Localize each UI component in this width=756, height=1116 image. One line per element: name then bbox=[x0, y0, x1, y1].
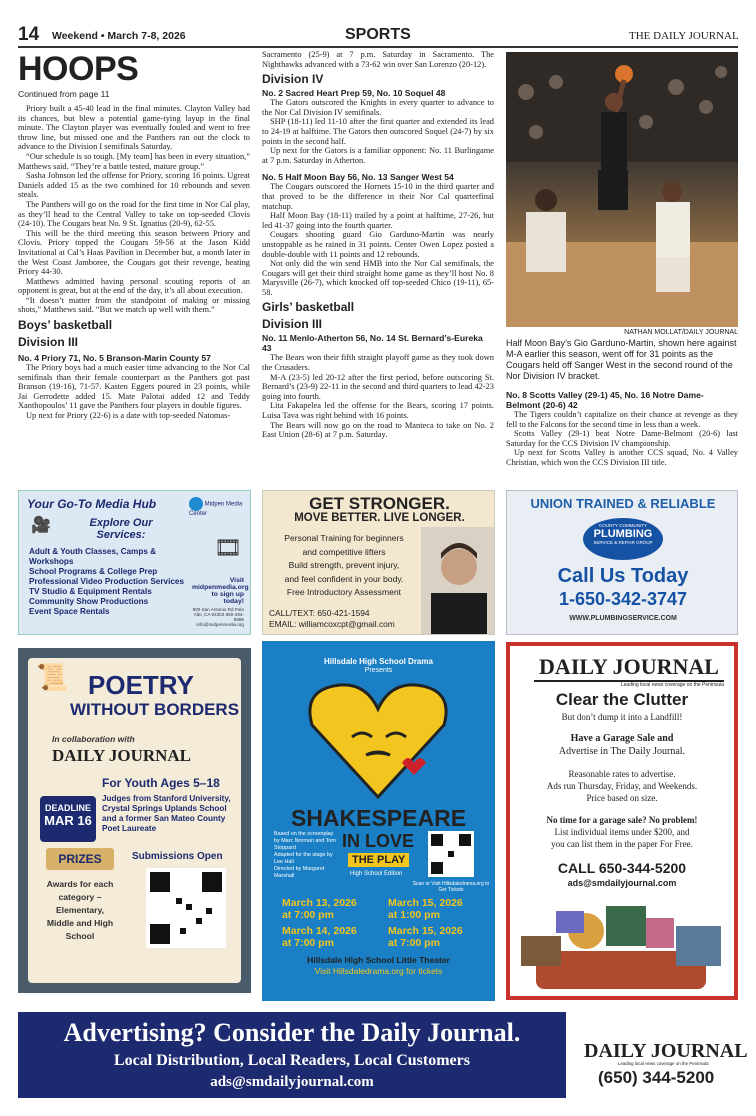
ad-call: Call Us Today bbox=[557, 565, 689, 587]
date-4: March 15, 2026 at 7:00 pm bbox=[388, 925, 463, 949]
banner-email: ads@smdailyjournal.com bbox=[210, 1074, 374, 1090]
article-body-2c: The Cougars outscored the Hornets 15-10 in the third quarter and that proved to be the difference in their Nor Cal quarterfinal matchup. Half Moon Bay (18-11) trailed by a point at halftime, 27-26, but led 41-37 going into the fourth quarter. Cougars shooting guard Gio Garduno-Martin was nearly unstoppable as he rained in 31 points. Center Owen Lopez posted a double-double with 11 points and 12 rebounds. Not only did the win send HMB into the Nor Cal semifinals, the Cougars will get their third straight home game as they’ll host No. 8 Marysville (26-7), which knocked off top-seeded Chico (19-11), 65-58. bbox=[262, 182, 494, 297]
ad-address: 900 San Antonio Rd Palo Alto, CA 94303 650-494-8686 info@midpenmedia.org bbox=[192, 607, 244, 627]
basketball-photo bbox=[506, 52, 738, 327]
ad-headline: GET STRONGER. bbox=[309, 494, 450, 513]
show-title: SHAKESPEARE bbox=[290, 805, 467, 831]
film-icon: 🎞 bbox=[214, 535, 242, 560]
game-head: No. 4 Priory 71, No. 5 Branson-Marin County 57 bbox=[18, 353, 211, 364]
game-head: No. 8 Scotts Valley (29-1) 45, No. 16 Notre Dame-Belmont (20-6) 42 bbox=[506, 390, 704, 410]
qr-code bbox=[146, 868, 226, 948]
plumbing-logo: COUNTY COMMUNITY PLUMBING SERVICE & REPAIR GROUP bbox=[583, 518, 663, 560]
ages: For Youth Ages 5–18 bbox=[102, 776, 220, 790]
scan-text: Scan or Visit Hillsdaledrama.org to Get Tickets bbox=[412, 881, 490, 893]
subhead-boys: Boys’ basketball bbox=[18, 318, 113, 333]
subhead-div3-girls: Division III bbox=[262, 317, 323, 332]
date-1: March 13, 2026 at 7:00 pm bbox=[282, 897, 357, 921]
clutter-body-1: Have a Garage Sale and Advertise in The Daily Journal. bbox=[558, 733, 686, 757]
camera-icon: 🎥 bbox=[31, 517, 51, 534]
clutter-phone: CALL 650-344-5200 bbox=[557, 860, 687, 876]
banner-tagline: Leading local news coverage on the Peninsula bbox=[618, 1061, 709, 1066]
article-body-2b: The Gators outscored the Knights in every quarter to advance to the Nor Cal Division IV semifinals. SHP (18-11) led 11-10 after the first quarter and extended its lead to 24-19 at halftime. The Gators then outscored Soquel (24-7) by six points in the second half. Up next for the Gators is a familiar opponent: No. 11 Burlingame at 7 p.m. Saturday in Atherton. bbox=[262, 98, 494, 165]
banner-masthead: DAILY JOURNAL bbox=[584, 1040, 748, 1062]
photo-caption: Half Moon Bay’s Gio Garduno-Martin, shown here against M-A earlier this season, went off for 31 points as the Cougars held off Sanger West in the second round of the Nor Division IV bracket. bbox=[506, 338, 737, 381]
continued-from: Continued from page 11 bbox=[18, 89, 110, 99]
ad-garage-sale[interactable] bbox=[506, 642, 738, 1000]
article-col-2 bbox=[262, 50, 494, 440]
clutter-headline: Clear the Clutter bbox=[555, 690, 689, 709]
ad-sub: Explore Our Services: bbox=[89, 517, 153, 541]
clutter-email[interactable]: ads@smdailyjournal.com bbox=[567, 878, 677, 888]
clutter-body-3: No time for a garage sale? No problem! List individual items under $200, and you can list them in the paper For Free. bbox=[546, 815, 698, 849]
photo-credit: NATHAN MOLLAT/DAILY JOURNAL bbox=[624, 329, 738, 336]
subhead-div3: Division III bbox=[18, 335, 79, 350]
ad-poetry[interactable] bbox=[18, 648, 251, 993]
article-col-3 bbox=[506, 386, 738, 468]
midpen-logo: Midpen Media Center bbox=[189, 497, 245, 517]
game-head: No. 2 Sacred Heart Prep 59, No. 10 Soquel 48 bbox=[262, 88, 446, 99]
heart-face-illustration bbox=[302, 679, 454, 799]
headline: HOOPS bbox=[18, 50, 139, 88]
visit-link[interactable]: Visit Hillsdaledrama.org for tickets bbox=[314, 966, 443, 976]
banner-ad[interactable] bbox=[18, 1012, 566, 1098]
issue-date: Weekend • March 7-8, 2026 bbox=[52, 30, 186, 42]
subhead-girls: Girls’ basketball bbox=[262, 300, 355, 315]
ad-plumbing[interactable] bbox=[506, 490, 738, 635]
article-body-1b: The Priory boys had a much easier time advancing to the Nor Cal semifinals than their female counterpart as the Panthers got past Branson (19-16), 71-57. Kasten Eggers poured in 23 points, while Jai Gerrodette added 15. Mate Palotai added 12 and Teddy Xanthopoulos’ 11 gave the Panthers four players in double figures. Up next for Priory (22-6) is a date with top-seeded Natomas- bbox=[18, 363, 250, 421]
ad-phone: 1-650-342-3747 bbox=[558, 589, 688, 609]
ad-visit: Visit midpenmedia.org to sign up today! bbox=[192, 577, 249, 605]
submissions: Submissions Open bbox=[132, 851, 223, 862]
paper-name: THE DAILY JOURNAL bbox=[629, 30, 739, 42]
page-number: 14 bbox=[18, 24, 40, 45]
presenter: Hillsdale High School Drama bbox=[324, 657, 433, 666]
clutter-body-2: Reasonable rates to advertise. Ads run Thursday, Friday, and Weekends. Price based on size. bbox=[546, 769, 698, 803]
deadline-badge: DEADLINE MAR 16 bbox=[40, 796, 96, 842]
banner-headline: Advertising? Consider the Daily Journal. bbox=[63, 1018, 521, 1047]
article-body-2a: Sacramento (25-9) at 7 p.m. Saturday in Sacramento. The Nighthawks advanced with a 73-62 win over San Lorenzo (20-12). bbox=[262, 50, 494, 69]
ad-shakespeare[interactable] bbox=[262, 641, 495, 1001]
article-body-2d: The Bears won their fifth straight playoff game as they took down the Crusaders. M-A (23-5) led 20-12 after the first period, before outscoring St. Bernard’s (23-9) 22-11 in the second and third quarters to lead 42-23 going into fourth. Lita Fakapelea led the offense for the Bears, scoring 17 points. Luisa Tava was right behind with 16 points. The Bears will now go on the road to Manteca to take on No. 2 East Union (28-6) at 7 p.m. Saturday. bbox=[262, 353, 494, 440]
masthead-tag: Leading local news coverage on the Peninsula bbox=[620, 682, 724, 688]
game-head: No. 11 Menlo-Atherton 56, No. 14 St. Bernard’s-Eureka 43 bbox=[262, 333, 483, 354]
date-3: March 14, 2026 at 7:00 pm bbox=[282, 925, 357, 949]
banner-phone: (650) 344-5200 bbox=[598, 1068, 715, 1087]
poetry-title: POETRY bbox=[88, 670, 194, 700]
ad-contact: CALL/TEXT: 650-421-1594 EMAIL: williamcoxcpt@gmail.com bbox=[269, 608, 395, 629]
scroll-icon: 📜 bbox=[36, 662, 69, 692]
date-2: March 15, 2026 at 1:00 pm bbox=[388, 897, 463, 921]
clutter-pile-illustration bbox=[516, 896, 728, 994]
poetry-subtitle: WITHOUT BORDERS bbox=[70, 700, 240, 719]
photo-illustration bbox=[506, 52, 738, 327]
trainer-photo bbox=[421, 527, 495, 635]
game-head: No. 5 Half Moon Bay 56, No. 13 Sanger West 54 bbox=[262, 172, 454, 183]
show-subtitle-2: THE PLAY bbox=[348, 853, 409, 867]
ad-personal-training[interactable] bbox=[262, 490, 495, 635]
services-list: Adult & Youth Classes, Camps & Workshops School Programs & College Prep Professional Video Production Services TV Studio & Equipment Rentals Community Show Productions Event Space Rentals bbox=[29, 547, 185, 616]
judges: Judges from Stanford University, Crystal Springs Uplands School and a former San Mateo County Poet Laureate bbox=[102, 794, 231, 833]
banner-sub: Local Distribution, Local Readers, Local Customers bbox=[114, 1052, 470, 1069]
ad-body: Personal Training for beginners and competitive lifters Build strength, prevent injury, and feel confident in your body. Free Introductory Assessment bbox=[284, 533, 404, 598]
presents: Presents bbox=[364, 667, 393, 674]
clutter-sub: But don’t dump it into a Landfill! bbox=[561, 712, 683, 722]
poetry-paper: DAILY JOURNAL bbox=[52, 746, 192, 765]
section-title: SPORTS bbox=[345, 26, 411, 43]
qr-code bbox=[428, 831, 474, 877]
prizes-badge: PRIZES bbox=[46, 848, 114, 870]
ad-url: WWW.PLUMBINGSERVICE.COM bbox=[569, 615, 677, 622]
edition: High School Edition bbox=[350, 871, 403, 877]
ad-title: Your Go-To Media Hub bbox=[27, 497, 157, 511]
venue: Hillsdale High School Little Theater bbox=[307, 955, 450, 965]
article-col-1 bbox=[18, 50, 250, 421]
credits: Based on the screenplay by Marc Norman and Tom Stoppard Adapted for the stage by Lee Hall Directed by Margaret Marshall bbox=[274, 831, 336, 879]
article-body-3: The Tigers couldn’t capitalize on their chance at revenge as they fell to the Falcons for the second time in less than a week. Scotts Valley (29-1) beat Notre Dame-Belmont (20-6) last Saturday for the CCS Division IV championship. Up next for Scotts Valley is another CCS squad, No. 4 Valley Christian, which won the CCS Division III title. bbox=[506, 410, 738, 467]
article-body-1: Priory built a 45-40 lead in the final minutes. Clayton Valley had its chances, but blew a potential game-tying layup in the final minute. The Clayton player was eventually fouled and went to free throw line, but missed one and the Panthers ran out the clock to advance to the Division I semifinals Saturday. “Our schedule is so tough. [My team] has been in every situation,” Matthews said. “They’re a battle tested, mature group.” Sasha Johnson led the offense for Priory, scoring 16 points. Ugreat Daniels added 15 as the two combined for 10 rebounds and seven steals. The Panthers will go on the road for the first time in Nor Cal play, as they’ll head to the Central Valley to take on top-seeded Clovis (24-10). The Cougars beat No. 9 St. Ignatius (20-9), 62-55. This will be the third meeting this season between Priory and Clovis. Priory topped the Cougars 59-56 at the Jason Kidd Invitational at Cal’s Haas Pavilion in December but, a month later in the West Coast Jamboree, the Cougars got their revenge, beating Priory 44-30. Matthews admitted having personal scouting reports of an opponent is great, but at the end of the day, it’s all about execution. “It doesn’t matter from the standpoint of making or missing shots,” Matthews said. “But we match up well with them.” bbox=[18, 104, 250, 315]
show-subtitle: IN LOVE bbox=[342, 831, 415, 851]
subhead-div4: Division IV bbox=[262, 72, 324, 87]
collab: In collaboration with bbox=[52, 734, 135, 744]
ad-midpen-media[interactable] bbox=[18, 490, 251, 635]
ad-headline: UNION TRAINED & RELIABLE bbox=[530, 496, 716, 511]
clutter-masthead: DAILY JOURNAL bbox=[534, 654, 724, 682]
awards: Awards for each category – Elementary, Middle and High School bbox=[46, 879, 114, 941]
ad-subhead: MOVE BETTER. LIVE LONGER. bbox=[294, 512, 465, 524]
header-rule bbox=[18, 46, 738, 48]
